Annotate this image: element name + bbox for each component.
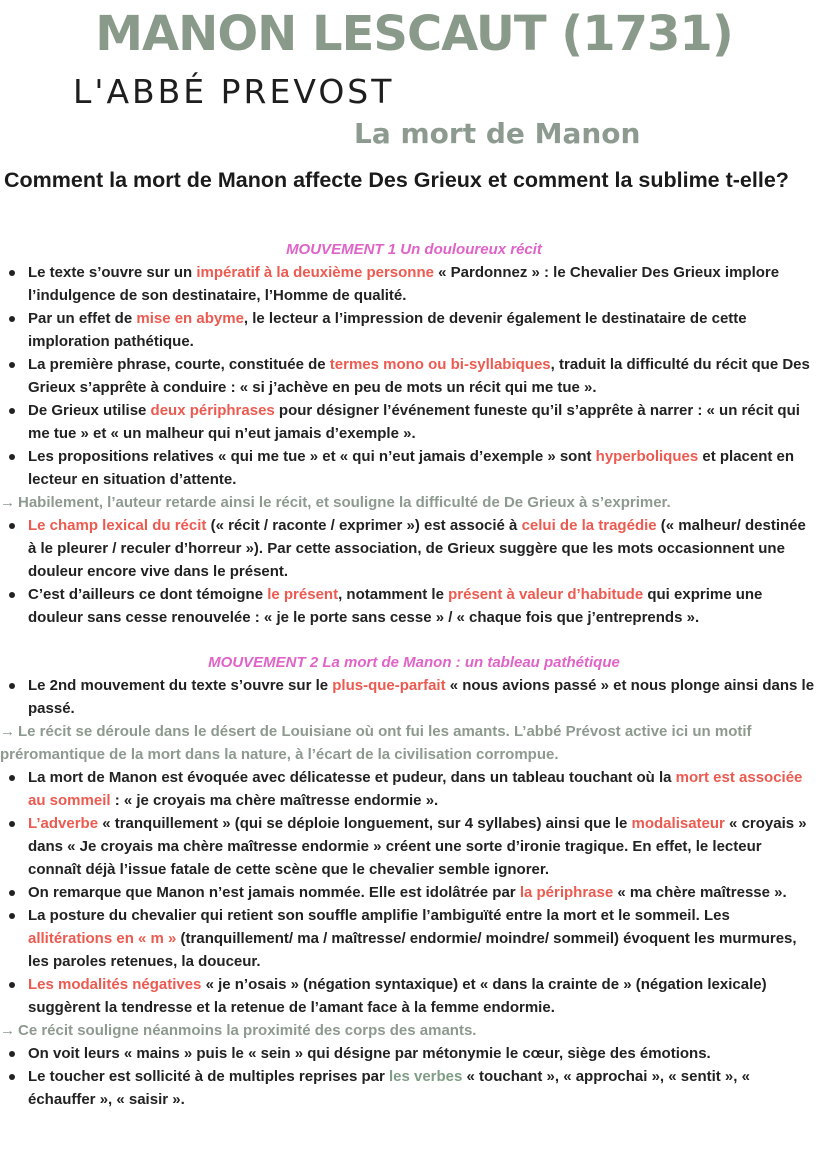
main-title: MANON LESCAUT (1731) xyxy=(95,6,733,62)
list-item: On remarque que Manon n’est jamais nommée. Elle est idolâtrée par la périphrase « ma chère maîtresse ». xyxy=(28,881,828,904)
list-item: L’adverbe « tranquillement » (qui se déploie longuement, sur 4 syllabes) ainsi que le modalisateur « croyais » dans « Je croyais ma chère maîtresse endormie » créent une sorte d’ironie tragique. En effet, le lecteur connaît déjà l’issue fatale de cette scène que le chevalier semble ignorer. xyxy=(28,812,828,881)
list-item: Les modalités négatives « je n’osais » (négation syntaxique) et « dans la crainte de » (négation lexicale) suggèrent la tendresse et la retenue de l’amant face à la femme endormie. xyxy=(28,973,828,1019)
arrow-note: → Habilement, l’auteur retarde ainsi le récit, et souligne la difficulté de De Grieux à s’exprimer. xyxy=(0,491,828,514)
problem-question: Comment la mort de Manon affecte Des Grieux et comment la sublime t-elle? xyxy=(4,168,789,192)
arrow-icon: → xyxy=(0,1022,15,1039)
arrow-icon: → xyxy=(0,723,15,740)
list-item: Le champ lexical du récit (« récit / raconte / exprimer ») est associé à celui de la tragédie (« malheur/ destinée à le pleurer / reculer d’horreur »). Par cette association, de Grieux suggère que les mots occasionnent une douleur encore vive dans le présent. xyxy=(28,514,828,583)
arrow-icon: → xyxy=(0,494,15,511)
list-item: La mort de Manon est évoquée avec délicatesse et pudeur, dans un tableau touchant où la mort est associée au sommeil : « je croyais ma chère maîtresse endormie ». xyxy=(28,766,828,812)
mouvement-2-list-3 xyxy=(0,1042,828,1111)
list-item: C’est d’ailleurs ce dont témoigne le présent, notamment le présent à valeur d’habitude qui exprime une douleur sans cesse renouvelée : « je le porte sans cesse » / « chaque fois que j’entreprends ». xyxy=(28,583,828,629)
list-item: Le toucher est sollicité à de multiples reprises par les verbes « touchant », « approchai », « sentit », « échauffer », « saisir ». xyxy=(28,1065,828,1111)
list-item: Par un effet de mise en abyme, le lecteur a l’impression de devenir également le destinataire de cette imploration pathétique. xyxy=(28,307,828,353)
list-item: Les propositions relatives « qui me tue » et « qui n’eut jamais d’exemple » sont hyperboliques et placent en lecteur en situation d’attente. xyxy=(28,445,828,491)
mouvement-1-list-2 xyxy=(0,514,828,629)
subtitle: La mort de Manon xyxy=(354,117,641,150)
mouvement-2-heading: MOUVEMENT 2 La mort de Manon : un tableau pathétique xyxy=(208,654,620,671)
list-item: De Grieux utilise deux périphrases pour désigner l’événement funeste qu’il s’apprête à narrer : « un récit qui me tue » et « un malheur qui n’eut jamais d’exemple ». xyxy=(28,399,828,445)
list-item: Le texte s’ouvre sur un impératif à la deuxième personne « Pardonnez » : le Chevalier Des Grieux implore l’indulgence de son destinataire, l’Homme de qualité. xyxy=(28,261,828,307)
mouvement-1-list xyxy=(0,261,828,491)
mouvement-1-heading: MOUVEMENT 1 Un douloureux récit xyxy=(286,241,542,258)
arrow-note: → Le récit se déroule dans le désert de Louisiane où ont fui les amants. L’abbé Prévost active ici un motif préromantique de la mort dans la nature, à l’écart de la civilisation corrompue. xyxy=(0,720,828,766)
list-item: La première phrase, courte, constituée de termes mono ou bi-syllabiques, traduit la difficulté du récit que Des Grieux s’apprête à conduire : « si j’achève en peu de mots un récit qui me tue ». xyxy=(28,353,828,399)
list-item: La posture du chevalier qui retient son souffle amplifie l’ambiguïté entre la mort et le sommeil. Les allitérations en « m » (tranquillement/ ma / maîtresse/ endormie/ moindre/ sommeil) évoquent les murmures, les paroles retenues, la douceur. xyxy=(28,904,828,973)
arrow-note: → Ce récit souligne néanmoins la proximité des corps des amants. xyxy=(0,1019,828,1042)
mouvement-2-list-2 xyxy=(0,766,828,1019)
author-name: L'ABBÉ PREVOST xyxy=(73,72,395,111)
list-item: On voit leurs « mains » puis le « sein » qui désigne par métonymie le cœur, siège des émotions. xyxy=(28,1042,828,1065)
content xyxy=(0,238,828,1111)
mouvement-2-list xyxy=(0,674,828,720)
list-item: Le 2nd mouvement du texte s’ouvre sur le plus-que-parfait « nous avions passé » et nous plonge ainsi dans le passé. xyxy=(28,674,828,720)
